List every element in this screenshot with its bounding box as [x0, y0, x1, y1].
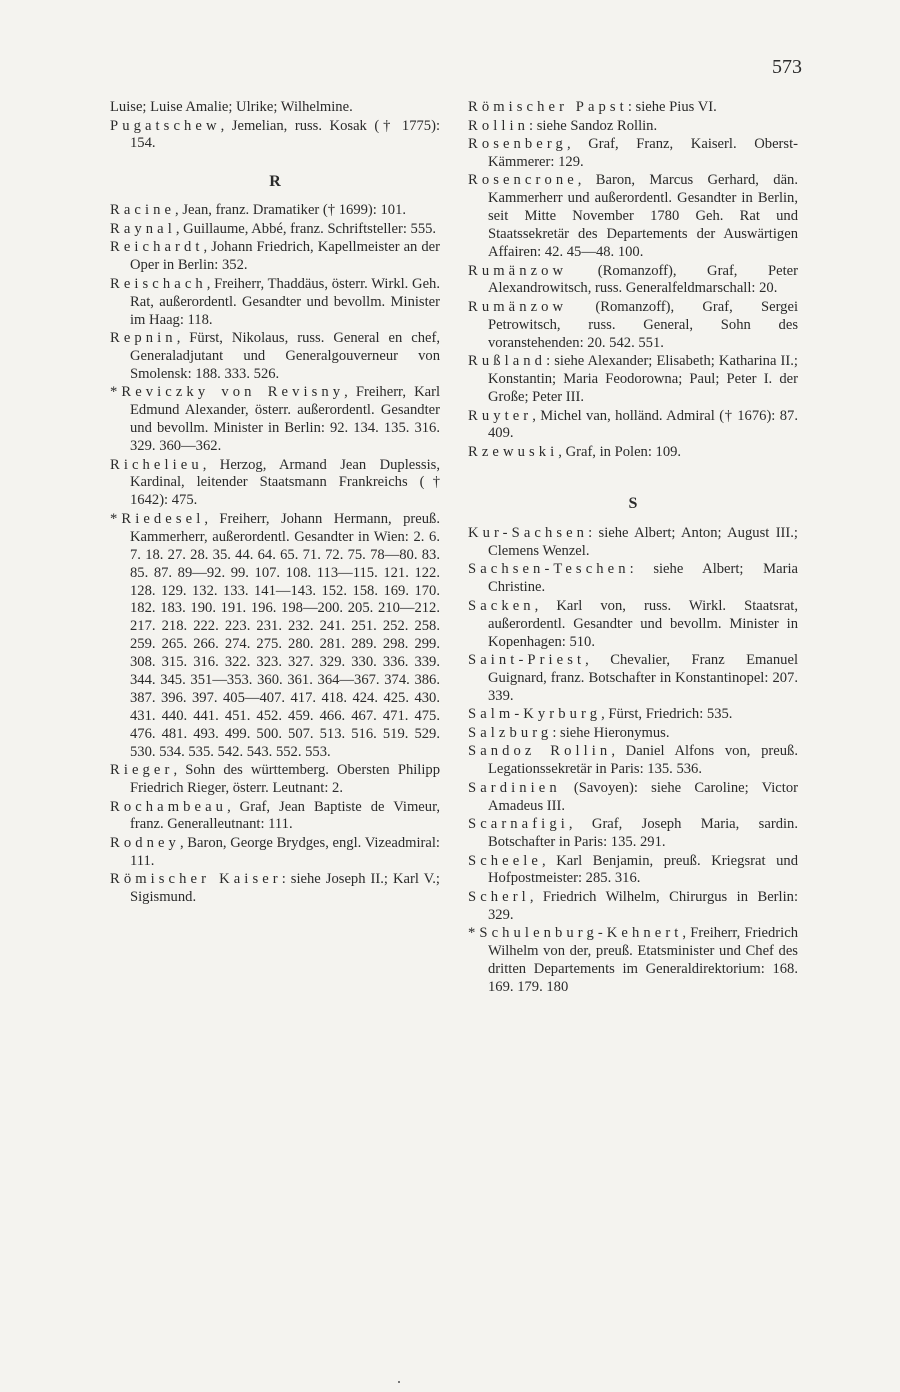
entry-headword: Rosenberg — [468, 136, 567, 152]
entry-headword: Rieger — [110, 762, 174, 779]
entry-text: , Graf, Joseph Maria, sardin. Botschafter in Paris: 135. 291. — [488, 816, 798, 851]
entry-text: : siehe Pius VI. — [627, 99, 717, 115]
entry-headword: Reichardt — [110, 239, 204, 256]
entry-text: , Baron, George Brydges, engl. Vizeadmiral: 111. — [130, 834, 440, 869]
index-entry — [110, 835, 440, 871]
entry-headword: Repnin — [110, 330, 177, 347]
entry-text: : siehe Sandoz Rollin. — [529, 117, 658, 134]
index-entry — [110, 799, 440, 835]
entry-text: , Graf, Franz, Kaiserl. Oberst-Kämmerer: 129. — [488, 136, 798, 170]
entry-headword: Raynal — [110, 220, 176, 237]
index-entry — [468, 525, 798, 561]
entry-text: , Guillaume, Abbé, franz. Schriftsteller: 555. — [175, 220, 437, 237]
index-entry — [468, 853, 798, 889]
index-entry — [468, 561, 798, 597]
entry-headword: Sandoz Rollin — [468, 743, 612, 760]
entry-headword: Rumänzow — [468, 298, 568, 315]
entry-text: (Romanzoff), Graf, Peter Alexandrowitsch, russ. Generalfeldmarschall: 20. — [488, 262, 798, 297]
index-entry — [110, 221, 440, 239]
entry-text: , Graf, Jean Baptiste de Vimeur, franz. Generalleutnant: 111. — [130, 798, 440, 833]
index-entry — [110, 511, 440, 762]
entry-text: , Fürst, Nikolaus, russ. General en chef, Generaladjutant und Generalgouverneur von Smolensk: 188. 333. 526. — [130, 330, 440, 382]
index-entry — [110, 202, 440, 220]
index-entry — [468, 725, 798, 743]
entry-headword: Saint-Priest — [468, 652, 586, 668]
entry-text: , Karl Benjamin, preuß. Kriegsrat und Hofpostmeister: 285. 316. — [488, 852, 798, 887]
index-entry — [110, 871, 440, 907]
entry-text: , Chevalier, Franz Emanuel Guignard, franz. Botschafter in Konstantinopel: 207. 339. — [488, 652, 798, 704]
index-entry — [110, 99, 440, 117]
index-entry — [468, 172, 798, 262]
page-number: 573 — [772, 56, 802, 78]
entry-text: : siehe Joseph II.; Karl V.; Sigismund. — [130, 871, 440, 906]
entry-text: , Daniel Alfons von, preuß. Legationssekretär in Paris: 135. 536. — [488, 743, 799, 778]
index-entry — [110, 118, 440, 154]
index-entry — [110, 457, 440, 511]
entry-text: , Freiherr, Johann Hermann, preuß. Kammerherr, außerordentl. Gesandter in Wien: 2. 6. 7. 18. 27. 28. 35. 44. 64. 65. 71. 72. 75. 78—80. 83. 85. 87. 89—92. 99. 107. 108. 113—115. 121. 122. 128. 129. 132. 133. 141—143. 152. 158. 169. 170. 182. 183. 190. 191. 196. 198—200. 205. 210—212. 217. 218. 222. 223. 231. 232. 241. 251. 252. 258. 259. 265. 266. 274. 275. 280. 281. 289. 298. 299. 308. 315. 316. 322. 323. 327. 329. 330. 336. 339. 344. 345. 351—353. 360. 361. 364—367. 374. 386. 387. 396. 397. 405—407. 417. 418. 424. 425. 430. 431. 440. 441. 451. 452. 459. 466. 467. 471. 475. 476. 481. 493. 499. 500. 507. 513. 516. 519. 529. 530. 534. 535. 542. 543. 552. 553. — [130, 510, 440, 760]
entry-headword: Scherl — [468, 888, 530, 905]
entry-text: , Herzog, Armand Jean Duplessis, Kardinal, leitender Staatsmann Frankreichs († 1642): 475. — [130, 456, 440, 509]
index-entry — [110, 384, 440, 456]
index-entry — [110, 330, 440, 384]
entry-headword: Sachsen-Teschen — [468, 561, 630, 578]
index-entry — [468, 444, 798, 462]
entry-headword: *Schulenburg-Kehnert — [468, 925, 683, 942]
entry-headword: Rumänzow — [468, 262, 568, 279]
entry-headword: Reischach — [110, 275, 207, 292]
entry-headword: Kur-Sachsen — [468, 524, 589, 541]
index-entry — [468, 598, 798, 652]
index-entry — [468, 353, 798, 407]
entry-text: , Johann Friedrich, Kapellmeister an der Oper in Berlin: 352. — [130, 239, 440, 274]
index-entry — [110, 276, 440, 330]
entry-headword: Sacken — [468, 597, 535, 614]
entry-headword: Salzburg — [468, 724, 553, 741]
entry-headword: Rzewuski — [468, 443, 559, 460]
entry-headword: Römischer Kaiser — [110, 871, 282, 888]
entry-text: , Baron, Marcus Gerhard, dän. Kammerherr und außerordentl. Gesandter in Berlin, seit Mitte November 1780 Geh. Rat und Staatssekretär des Departements der Auswärtigen Affairen: 42. 45—48. 100. — [488, 172, 798, 261]
entry-text: : siehe Albert; Anton; August III.; Clemens Wenzel. — [488, 524, 798, 559]
index-entry — [468, 263, 798, 299]
index-column-left — [110, 99, 440, 907]
entry-text: (Romanzoff), Graf, Sergei Petrowitsch, russ. General, Sohn des voranstehenden: 20. 542. 551. — [488, 298, 798, 351]
entry-headword: Scheele — [468, 852, 542, 869]
index-entry — [468, 706, 798, 724]
entry-headword: Richelieu — [110, 456, 203, 473]
entry-text: Luise; Luise Amalie; Ulrike; Wilhelmine. — [110, 99, 353, 115]
entry-text: : siehe Hieronymus. — [552, 724, 670, 741]
index-entry — [468, 118, 798, 136]
index-entry — [468, 816, 798, 852]
entry-text: , Jean, franz. Dramatiker († 1699): 101. — [175, 202, 407, 219]
index-entry — [468, 925, 798, 997]
entry-text: , Jemelian, russ. Kosak († 1775): 154. — [130, 117, 440, 152]
entry-text: , Freiherr, Thaddäus, österr. Wirkl. Geh. Rat, außerordentl. Gesandter und bevollm. Minister im Haag: 118. — [130, 275, 440, 328]
entry-headword: Salm-Kyrburg — [468, 706, 602, 723]
entry-headword: Rußland — [468, 353, 547, 370]
entry-headword: Rodney — [110, 834, 180, 851]
section-letter-heading: S — [628, 494, 638, 512]
entry-headword: Pugatschew — [110, 117, 221, 134]
entry-headword: Rollin — [468, 117, 530, 134]
entry-text: , Friedrich Wilhelm, Chirurgus in Berlin: 329. — [488, 888, 798, 923]
entry-text: , Michel van, holländ. Admiral († 1676): 87. 409. — [488, 407, 798, 442]
index-entry — [468, 743, 798, 779]
index-entry — [468, 889, 798, 925]
entry-headword: Rosencrone — [468, 172, 578, 189]
index-entry — [468, 299, 798, 353]
entry-text: , Freiherr, Karl Edmund Alexander, österr. außerordentl. Gesandter und bevollm. Minister in Berlin: 92. 134. 135. 316. 329. 360—362. — [130, 384, 440, 455]
entry-headword: Ruyter — [468, 407, 533, 424]
entry-text: , Graf, in Polen: 109. — [558, 443, 682, 460]
index-entry — [468, 780, 798, 816]
index-entry — [468, 652, 798, 706]
scan-speck — [398, 1381, 400, 1383]
entry-headword: Rochambeau — [110, 798, 228, 815]
entry-text: , Freiherr, Friedrich Wilhelm von der, preuß. Etatsminister und Chef des dritten Departements im Generaldirektorium: 168. 169. 179. 180 — [488, 925, 798, 996]
index-entry — [110, 239, 440, 275]
entry-text: , Sohn des württemberg. Obersten Philipp Friedrich Rieger, österr. Leutnant: 2. — [130, 762, 440, 797]
entry-headword: Racine — [110, 202, 176, 219]
entry-text: : siehe Alexander; Elisabeth; Katharina II.; Konstantin; Maria Feodorowna; Paul; Peter I. der Große; Peter III. — [488, 353, 798, 406]
entry-text: : siehe Albert; Maria Christine. — [488, 561, 798, 596]
index-entry — [110, 762, 440, 798]
entry-text: (Savoyen): siehe Caroline; Victor Amadeus III. — [488, 779, 798, 814]
index-entry — [468, 99, 798, 117]
entry-headword: Scarnafigi — [468, 816, 569, 833]
entry-headword: *Reviczky von Revisny — [110, 384, 345, 401]
entry-headword: Römischer Papst — [468, 99, 628, 115]
index-entry — [468, 136, 798, 172]
index-entry — [468, 408, 798, 444]
entry-text: , Karl von, russ. Wirkl. Staatsrat, außerordentl. Gesandter und bevollm. Minister in Kopenhagen: 510. — [488, 597, 798, 650]
entry-headword: Sardinien — [468, 779, 561, 796]
entry-text: , Fürst, Friedrich: 535. — [601, 706, 733, 723]
entry-headword: *Riedesel — [110, 510, 205, 527]
index-column-right — [468, 99, 798, 997]
section-letter-heading: R — [269, 173, 281, 191]
